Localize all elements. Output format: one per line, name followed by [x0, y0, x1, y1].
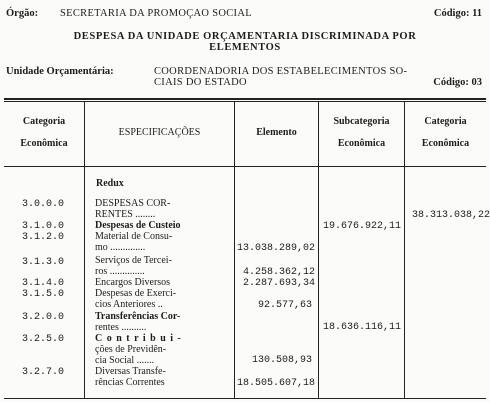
col5-header-line2: Econômica [421, 138, 470, 149]
row-spec-line: rências Correntes [95, 377, 165, 388]
orgao-value: SECRETARIA DA PROMOÇAO SOCIAL [60, 8, 252, 19]
document-title-line1: DESPESA DA UNIDADE ORÇAMENTARIA DISCRIMINADA POR [73, 31, 417, 42]
col2-header: ESPECIFICAÇÕES [118, 127, 201, 138]
codigo-orgao: Código: 11 [433, 8, 482, 19]
row-spec-line: Material de Consu- [95, 231, 173, 242]
unidade-line1: COORDENADORIA DOS ESTABELECIMENTOS SO- [154, 66, 408, 77]
col-divider-1 [84, 102, 85, 398]
col-divider-2 [234, 102, 235, 398]
section-title: Redux [96, 178, 124, 189]
col4-header-line1: Subcategoria [333, 116, 390, 127]
codigo-unidade: Código: 03 [433, 77, 482, 88]
row-spec-line: Transferências Cor- [95, 311, 181, 322]
row-code: 3.1.0.0 [22, 221, 65, 232]
table-bottom-rule [4, 398, 486, 399]
table-header-rule [4, 166, 486, 167]
row-code: 3.2.7.0 [22, 367, 65, 378]
row-elemento-value: 4.258.362,12 [243, 267, 316, 278]
row-spec-line: C o n t r i b u i - [95, 333, 182, 344]
row-spec-line: Despesas de Exerci- [95, 288, 177, 299]
row-spec-line: RENTES ........ [95, 209, 156, 220]
col4-header-line2: Econômica [337, 138, 386, 149]
row-spec-line: cios Anteriores .. [95, 299, 163, 310]
row-spec-line: ros .............. [95, 266, 145, 277]
row-spec-line: Diversas Transfe- [95, 366, 166, 377]
row-code: 3.1.2.0 [22, 232, 65, 243]
row-elemento-value: 92.577,63 [258, 300, 313, 311]
row-subcategoria-value: 18.636.116,11 [323, 322, 402, 333]
row-spec-line: DESPESAS COR- [95, 198, 171, 209]
row-spec-line: Encargos Diversos [95, 277, 171, 288]
row-elemento-value: 130.508,93 [252, 355, 313, 366]
row-code: 3.1.4.0 [22, 278, 65, 289]
col1-header-line2: Econômica [20, 138, 68, 149]
row-elemento-value: 13.038.289,02 [237, 243, 316, 254]
row-spec-line: ções de Previdên- [95, 344, 167, 355]
unidade-line2: CIAIS DO ESTADO [154, 77, 247, 88]
table-top-rule-thin [4, 101, 486, 102]
row-code: 3.1.3.0 [22, 257, 65, 268]
row-spec-line: rentes .......... [95, 322, 147, 333]
row-code: 3.0.0.0 [22, 199, 65, 210]
row-code: 3.1.5.0 [22, 289, 65, 300]
document-title-line2: ELEMENTOS [209, 42, 281, 53]
row-spec-line: cia Social ....... [95, 355, 155, 366]
row-code: 3.2.5.0 [22, 334, 65, 345]
col1-header-line1: Categoria [22, 116, 66, 127]
row-elemento-value: 18.505.607,18 [237, 378, 316, 389]
unidade-label: Unidade Orçamentária: [6, 66, 114, 77]
row-subcategoria-value: 19.676.922,11 [323, 221, 402, 232]
col5-header-line1: Categoria [424, 116, 467, 127]
row-spec-line: mo .............. [95, 242, 146, 253]
col3-header: Elemento [256, 127, 297, 138]
row-spec-line: Despesas de Custeio [95, 220, 181, 231]
table-top-rule [4, 98, 486, 100]
row-code: 3.2.0.0 [22, 312, 65, 323]
orgao-label: Órgão: [6, 8, 39, 19]
row-categoria-value: 38.313.038,22 [412, 210, 490, 221]
row-spec-line: Serviços de Tercei- [95, 255, 172, 266]
row-elemento-value: 2.287.693,34 [243, 278, 316, 289]
